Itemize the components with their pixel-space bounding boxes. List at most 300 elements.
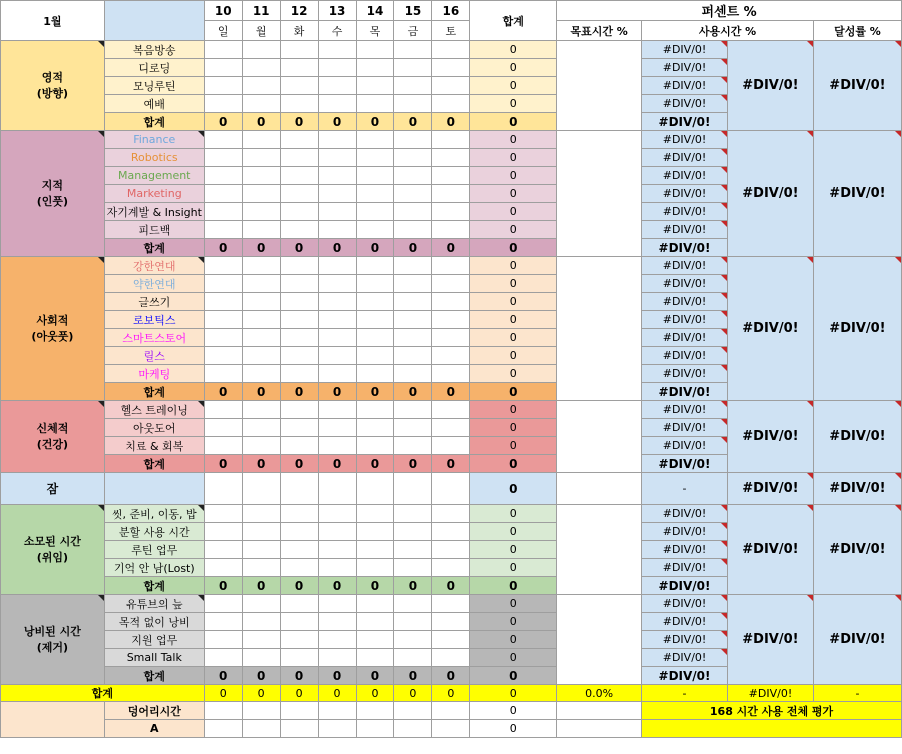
time-input-cell[interactable] — [356, 419, 394, 437]
time-input-cell[interactable] — [318, 631, 356, 649]
time-input-cell[interactable] — [356, 401, 394, 419]
group-total-day[interactable] — [242, 455, 280, 473]
time-input-cell[interactable] — [280, 559, 318, 577]
time-input-cell[interactable] — [356, 293, 394, 311]
category-label[interactable] — [1, 41, 105, 131]
grand-day-total[interactable] — [394, 685, 432, 702]
time-input-cell[interactable] — [394, 329, 432, 347]
used-percent-cell[interactable] — [642, 95, 728, 113]
used-percent-cell[interactable] — [642, 221, 728, 239]
time-input-cell[interactable] — [432, 437, 470, 455]
time-input-cell[interactable] — [394, 523, 432, 541]
rate-merged-cell[interactable] — [813, 505, 901, 595]
group-total-day[interactable] — [318, 577, 356, 595]
item-label[interactable] — [104, 257, 204, 275]
target-cell[interactable] — [557, 401, 642, 473]
item-label[interactable] — [104, 505, 204, 523]
used-merged-cell[interactable] — [727, 41, 813, 131]
time-input-cell[interactable] — [432, 167, 470, 185]
time-input-cell[interactable] — [242, 720, 280, 738]
group-total-day[interactable] — [318, 113, 356, 131]
time-input-cell[interactable] — [432, 41, 470, 59]
item-label[interactable] — [104, 185, 204, 203]
time-input-cell[interactable] — [318, 59, 356, 77]
group-total-sum[interactable] — [470, 455, 557, 473]
row-sum-cell[interactable] — [470, 293, 557, 311]
time-input-cell[interactable] — [394, 221, 432, 239]
time-input-cell[interactable] — [356, 649, 394, 667]
time-input-cell[interactable] — [280, 401, 318, 419]
group-total-day[interactable] — [280, 577, 318, 595]
time-input-cell[interactable] — [204, 347, 242, 365]
used-percent-cell[interactable] — [642, 275, 728, 293]
time-input-cell[interactable] — [432, 131, 470, 149]
used-percent-cell[interactable] — [642, 631, 728, 649]
time-input-cell[interactable] — [204, 221, 242, 239]
row-sum-cell[interactable] — [470, 311, 557, 329]
group-total-sum[interactable] — [470, 383, 557, 401]
time-input-cell[interactable] — [394, 185, 432, 203]
time-input-cell[interactable] — [318, 77, 356, 95]
time-input-cell[interactable] — [432, 631, 470, 649]
category-label[interactable] — [1, 505, 105, 595]
time-input-cell[interactable] — [432, 221, 470, 239]
time-input-cell[interactable] — [356, 203, 394, 221]
used-percent-cell[interactable] — [642, 185, 728, 203]
used-percent-cell[interactable] — [642, 595, 728, 613]
time-input-cell[interactable] — [432, 401, 470, 419]
time-input-cell[interactable] — [432, 275, 470, 293]
time-input-cell[interactable] — [280, 293, 318, 311]
sleep-used-merged[interactable] — [727, 473, 813, 505]
time-input-cell[interactable] — [204, 41, 242, 59]
time-input-cell[interactable] — [204, 559, 242, 577]
time-input-cell[interactable] — [356, 505, 394, 523]
group-total-day[interactable] — [204, 577, 242, 595]
time-input-cell[interactable] — [318, 649, 356, 667]
used-percent-cell[interactable] — [642, 203, 728, 221]
item-label[interactable] — [104, 203, 204, 221]
group-total-day[interactable] — [356, 577, 394, 595]
group-total-day[interactable] — [280, 113, 318, 131]
time-input-cell[interactable] — [280, 95, 318, 113]
time-input-cell[interactable] — [318, 559, 356, 577]
row-sum-cell[interactable] — [470, 275, 557, 293]
row-sum-cell[interactable] — [470, 365, 557, 383]
row-sum-cell[interactable] — [470, 631, 557, 649]
time-input-cell[interactable] — [204, 95, 242, 113]
row-sum-cell[interactable] — [470, 149, 557, 167]
time-input-cell[interactable] — [394, 347, 432, 365]
time-input-cell[interactable] — [204, 419, 242, 437]
time-input-cell[interactable] — [242, 257, 280, 275]
time-input-cell[interactable] — [280, 541, 318, 559]
time-input-cell[interactable] — [204, 77, 242, 95]
item-label[interactable] — [104, 329, 204, 347]
group-total-day[interactable] — [356, 239, 394, 257]
evaluation-input[interactable] — [642, 720, 902, 738]
time-input-cell[interactable] — [204, 595, 242, 613]
sleep-item-blank[interactable] — [104, 473, 204, 505]
used-merged-cell[interactable] — [727, 401, 813, 473]
item-label[interactable] — [104, 437, 204, 455]
time-input-cell[interactable] — [356, 559, 394, 577]
time-input-cell[interactable] — [318, 95, 356, 113]
row-sum-cell[interactable] — [470, 77, 557, 95]
time-input-cell[interactable] — [280, 221, 318, 239]
time-input-cell[interactable] — [432, 559, 470, 577]
time-input-cell[interactable] — [242, 702, 280, 720]
time-input-cell[interactable] — [280, 523, 318, 541]
time-input-cell[interactable] — [432, 347, 470, 365]
time-input-cell[interactable] — [394, 365, 432, 383]
group-used-total[interactable] — [642, 577, 728, 595]
extra-target[interactable] — [557, 702, 642, 720]
group-total-label[interactable] — [104, 113, 204, 131]
time-input-cell[interactable] — [280, 613, 318, 631]
grand-day-total[interactable] — [432, 685, 470, 702]
group-total-day[interactable] — [280, 455, 318, 473]
extra-sum[interactable] — [470, 702, 557, 720]
time-input-cell[interactable] — [356, 77, 394, 95]
blank-header[interactable] — [104, 1, 204, 41]
time-input-cell[interactable] — [242, 347, 280, 365]
time-input-cell[interactable] — [356, 541, 394, 559]
time-input-cell[interactable] — [318, 221, 356, 239]
time-input-cell[interactable] — [356, 437, 394, 455]
time-input-cell[interactable] — [242, 401, 280, 419]
target-cell[interactable] — [557, 473, 642, 505]
time-input-cell[interactable] — [280, 41, 318, 59]
group-total-day[interactable] — [394, 383, 432, 401]
time-input-cell[interactable] — [356, 595, 394, 613]
time-input-cell[interactable] — [432, 365, 470, 383]
row-sum-cell[interactable] — [470, 185, 557, 203]
time-input-cell[interactable] — [394, 59, 432, 77]
time-input-cell[interactable] — [394, 203, 432, 221]
group-total-day[interactable] — [242, 239, 280, 257]
time-input-cell[interactable] — [318, 185, 356, 203]
used-percent-cell[interactable] — [642, 329, 728, 347]
time-input-cell[interactable] — [242, 649, 280, 667]
group-total-day[interactable] — [394, 667, 432, 685]
item-label[interactable] — [104, 167, 204, 185]
item-label[interactable] — [104, 613, 204, 631]
grand-target[interactable] — [557, 685, 642, 702]
time-input-cell[interactable] — [204, 437, 242, 455]
row-sum-cell[interactable] — [470, 649, 557, 667]
time-input-cell[interactable] — [432, 419, 470, 437]
group-total-day[interactable] — [318, 383, 356, 401]
time-input-cell[interactable] — [432, 595, 470, 613]
item-label[interactable] — [104, 595, 204, 613]
time-input-cell[interactable] — [318, 613, 356, 631]
time-input-cell[interactable] — [432, 257, 470, 275]
used-percent-cell[interactable] — [642, 365, 728, 383]
sleep-sum-cell[interactable] — [470, 473, 557, 505]
group-total-sum[interactable] — [470, 113, 557, 131]
time-input-cell[interactable] — [394, 559, 432, 577]
grand-total-label[interactable] — [1, 685, 205, 702]
used-percent-cell[interactable] — [642, 419, 728, 437]
time-input-cell[interactable] — [242, 311, 280, 329]
group-total-day[interactable] — [432, 383, 470, 401]
used-percent-cell[interactable] — [642, 59, 728, 77]
time-input-cell[interactable] — [280, 649, 318, 667]
time-input-cell[interactable] — [280, 185, 318, 203]
time-input-cell[interactable] — [356, 275, 394, 293]
used-percent-cell[interactable] — [642, 311, 728, 329]
time-input-cell[interactable] — [394, 649, 432, 667]
time-input-cell[interactable] — [242, 329, 280, 347]
time-input-cell[interactable] — [394, 541, 432, 559]
time-input-cell[interactable] — [242, 77, 280, 95]
item-label[interactable] — [104, 365, 204, 383]
time-input-cell[interactable] — [204, 523, 242, 541]
time-input-cell[interactable] — [204, 505, 242, 523]
used-merged-cell[interactable] — [727, 595, 813, 685]
time-input-cell[interactable] — [432, 613, 470, 631]
target-cell[interactable] — [557, 257, 642, 401]
used-percent-cell[interactable] — [642, 149, 728, 167]
time-input-cell[interactable] — [280, 77, 318, 95]
time-input-cell[interactable] — [204, 365, 242, 383]
time-input-cell[interactable] — [432, 77, 470, 95]
time-input-cell[interactable] — [204, 720, 242, 738]
used-percent-cell[interactable] — [642, 559, 728, 577]
time-input-cell[interactable] — [280, 257, 318, 275]
time-input-cell[interactable] — [394, 505, 432, 523]
time-input-cell[interactable] — [318, 523, 356, 541]
time-input-cell[interactable] — [432, 702, 470, 720]
grand-day-total[interactable] — [318, 685, 356, 702]
item-label[interactable] — [104, 275, 204, 293]
time-input-cell[interactable] — [318, 131, 356, 149]
category-label[interactable] — [1, 401, 105, 473]
time-input-cell[interactable] — [432, 59, 470, 77]
time-input-cell[interactable] — [318, 541, 356, 559]
time-input-cell[interactable] — [318, 257, 356, 275]
group-total-day[interactable] — [432, 667, 470, 685]
time-input-cell[interactable] — [432, 720, 470, 738]
time-input-cell[interactable] — [356, 613, 394, 631]
group-total-day[interactable] — [356, 667, 394, 685]
time-input-cell[interactable] — [356, 41, 394, 59]
row-sum-cell[interactable] — [470, 559, 557, 577]
time-input-cell[interactable] — [394, 311, 432, 329]
group-used-total[interactable] — [642, 667, 728, 685]
item-label[interactable] — [104, 419, 204, 437]
group-total-day[interactable] — [242, 667, 280, 685]
time-input-cell[interactable] — [394, 720, 432, 738]
time-input-cell[interactable] — [280, 329, 318, 347]
time-input-cell[interactable] — [280, 311, 318, 329]
group-used-total[interactable] — [642, 239, 728, 257]
time-input-cell[interactable] — [432, 329, 470, 347]
time-input-cell[interactable] — [242, 595, 280, 613]
grand-used[interactable] — [642, 685, 728, 702]
item-label[interactable] — [104, 95, 204, 113]
used-percent-cell[interactable] — [642, 649, 728, 667]
time-input-cell[interactable] — [318, 293, 356, 311]
item-label[interactable] — [104, 347, 204, 365]
time-input-cell[interactable] — [432, 95, 470, 113]
group-total-sum[interactable] — [470, 667, 557, 685]
sleep-rate-merged[interactable] — [813, 473, 901, 505]
grand-used-merged[interactable] — [727, 685, 813, 702]
time-input-cell[interactable] — [242, 365, 280, 383]
time-input-cell[interactable] — [204, 149, 242, 167]
time-input-cell[interactable] — [394, 631, 432, 649]
time-input-cell[interactable] — [280, 631, 318, 649]
time-input-cell[interactable] — [280, 365, 318, 383]
time-input-cell[interactable] — [204, 185, 242, 203]
group-total-day[interactable] — [432, 239, 470, 257]
time-input-cell[interactable] — [242, 613, 280, 631]
time-input-cell[interactable] — [318, 505, 356, 523]
item-label[interactable] — [104, 649, 204, 667]
target-cell[interactable] — [557, 41, 642, 131]
group-total-day[interactable] — [280, 667, 318, 685]
time-input-cell[interactable] — [318, 347, 356, 365]
used-percent-cell[interactable] — [642, 257, 728, 275]
time-input-cell[interactable] — [356, 329, 394, 347]
used-percent-cell[interactable] — [642, 293, 728, 311]
time-input-cell[interactable] — [204, 649, 242, 667]
time-input-cell[interactable] — [394, 437, 432, 455]
time-input-cell[interactable] — [280, 167, 318, 185]
time-input-cell[interactable] — [204, 473, 242, 505]
rate-merged-cell[interactable] — [813, 131, 901, 257]
group-total-label[interactable] — [104, 383, 204, 401]
time-input-cell[interactable] — [280, 131, 318, 149]
time-input-cell[interactable] — [394, 401, 432, 419]
group-total-day[interactable] — [204, 113, 242, 131]
category-label[interactable] — [1, 257, 105, 401]
time-input-cell[interactable] — [242, 185, 280, 203]
group-total-sum[interactable] — [470, 577, 557, 595]
time-input-cell[interactable] — [242, 559, 280, 577]
grand-day-total[interactable] — [280, 685, 318, 702]
time-input-cell[interactable] — [394, 613, 432, 631]
time-input-cell[interactable] — [356, 311, 394, 329]
group-total-day[interactable] — [432, 455, 470, 473]
time-input-cell[interactable] — [242, 203, 280, 221]
group-total-day[interactable] — [318, 667, 356, 685]
target-cell[interactable] — [557, 595, 642, 685]
time-input-cell[interactable] — [356, 131, 394, 149]
group-total-day[interactable] — [356, 113, 394, 131]
time-input-cell[interactable] — [242, 221, 280, 239]
row-sum-cell[interactable] — [470, 167, 557, 185]
row-sum-cell[interactable] — [470, 419, 557, 437]
target-cell[interactable] — [557, 131, 642, 257]
time-input-cell[interactable] — [318, 595, 356, 613]
time-input-cell[interactable] — [280, 275, 318, 293]
time-input-cell[interactable] — [204, 257, 242, 275]
time-input-cell[interactable] — [432, 311, 470, 329]
time-input-cell[interactable] — [204, 59, 242, 77]
used-percent-cell[interactable] — [642, 347, 728, 365]
time-input-cell[interactable] — [242, 41, 280, 59]
group-total-day[interactable] — [318, 455, 356, 473]
group-total-day[interactable] — [204, 667, 242, 685]
item-label[interactable] — [104, 631, 204, 649]
time-input-cell[interactable] — [242, 473, 280, 505]
time-input-cell[interactable] — [318, 419, 356, 437]
time-input-cell[interactable] — [318, 149, 356, 167]
time-input-cell[interactable] — [204, 203, 242, 221]
row-sum-cell[interactable] — [470, 203, 557, 221]
time-input-cell[interactable] — [356, 473, 394, 505]
row-sum-cell[interactable] — [470, 505, 557, 523]
group-used-total[interactable] — [642, 113, 728, 131]
row-sum-cell[interactable] — [470, 221, 557, 239]
category-label[interactable] — [1, 595, 105, 685]
group-total-day[interactable] — [432, 113, 470, 131]
time-input-cell[interactable] — [394, 293, 432, 311]
time-input-cell[interactable] — [242, 275, 280, 293]
time-input-cell[interactable] — [394, 167, 432, 185]
group-used-total[interactable] — [642, 455, 728, 473]
time-input-cell[interactable] — [356, 167, 394, 185]
time-input-cell[interactable] — [280, 702, 318, 720]
time-input-cell[interactable] — [318, 41, 356, 59]
target-cell[interactable] — [557, 505, 642, 595]
extra-label[interactable] — [104, 720, 204, 738]
time-input-cell[interactable] — [318, 275, 356, 293]
time-input-cell[interactable] — [432, 293, 470, 311]
time-input-cell[interactable] — [394, 473, 432, 505]
group-total-day[interactable] — [356, 455, 394, 473]
row-sum-cell[interactable] — [470, 257, 557, 275]
time-input-cell[interactable] — [204, 702, 242, 720]
time-input-cell[interactable] — [204, 275, 242, 293]
item-label[interactable] — [104, 559, 204, 577]
used-percent-cell[interactable] — [642, 77, 728, 95]
rate-merged-cell[interactable] — [813, 401, 901, 473]
group-total-day[interactable] — [242, 113, 280, 131]
time-input-cell[interactable] — [356, 365, 394, 383]
time-input-cell[interactable] — [204, 167, 242, 185]
extra-category[interactable] — [1, 702, 105, 738]
item-label[interactable] — [104, 221, 204, 239]
used-percent-cell[interactable] — [642, 401, 728, 419]
time-input-cell[interactable] — [318, 437, 356, 455]
item-label[interactable] — [104, 541, 204, 559]
time-input-cell[interactable] — [280, 720, 318, 738]
time-input-cell[interactable] — [432, 203, 470, 221]
group-total-day[interactable] — [242, 383, 280, 401]
row-sum-cell[interactable] — [470, 59, 557, 77]
time-input-cell[interactable] — [432, 505, 470, 523]
time-input-cell[interactable] — [356, 221, 394, 239]
evaluation-title[interactable] — [642, 702, 902, 720]
group-total-day[interactable] — [204, 455, 242, 473]
group-total-sum[interactable] — [470, 239, 557, 257]
time-input-cell[interactable] — [318, 203, 356, 221]
time-input-cell[interactable] — [394, 257, 432, 275]
group-total-day[interactable] — [432, 577, 470, 595]
row-sum-cell[interactable] — [470, 523, 557, 541]
time-input-cell[interactable] — [394, 702, 432, 720]
group-total-label[interactable] — [104, 239, 204, 257]
time-input-cell[interactable] — [394, 131, 432, 149]
row-sum-cell[interactable] — [470, 541, 557, 559]
category-label[interactable] — [1, 131, 105, 257]
time-input-cell[interactable] — [394, 275, 432, 293]
time-input-cell[interactable] — [356, 720, 394, 738]
